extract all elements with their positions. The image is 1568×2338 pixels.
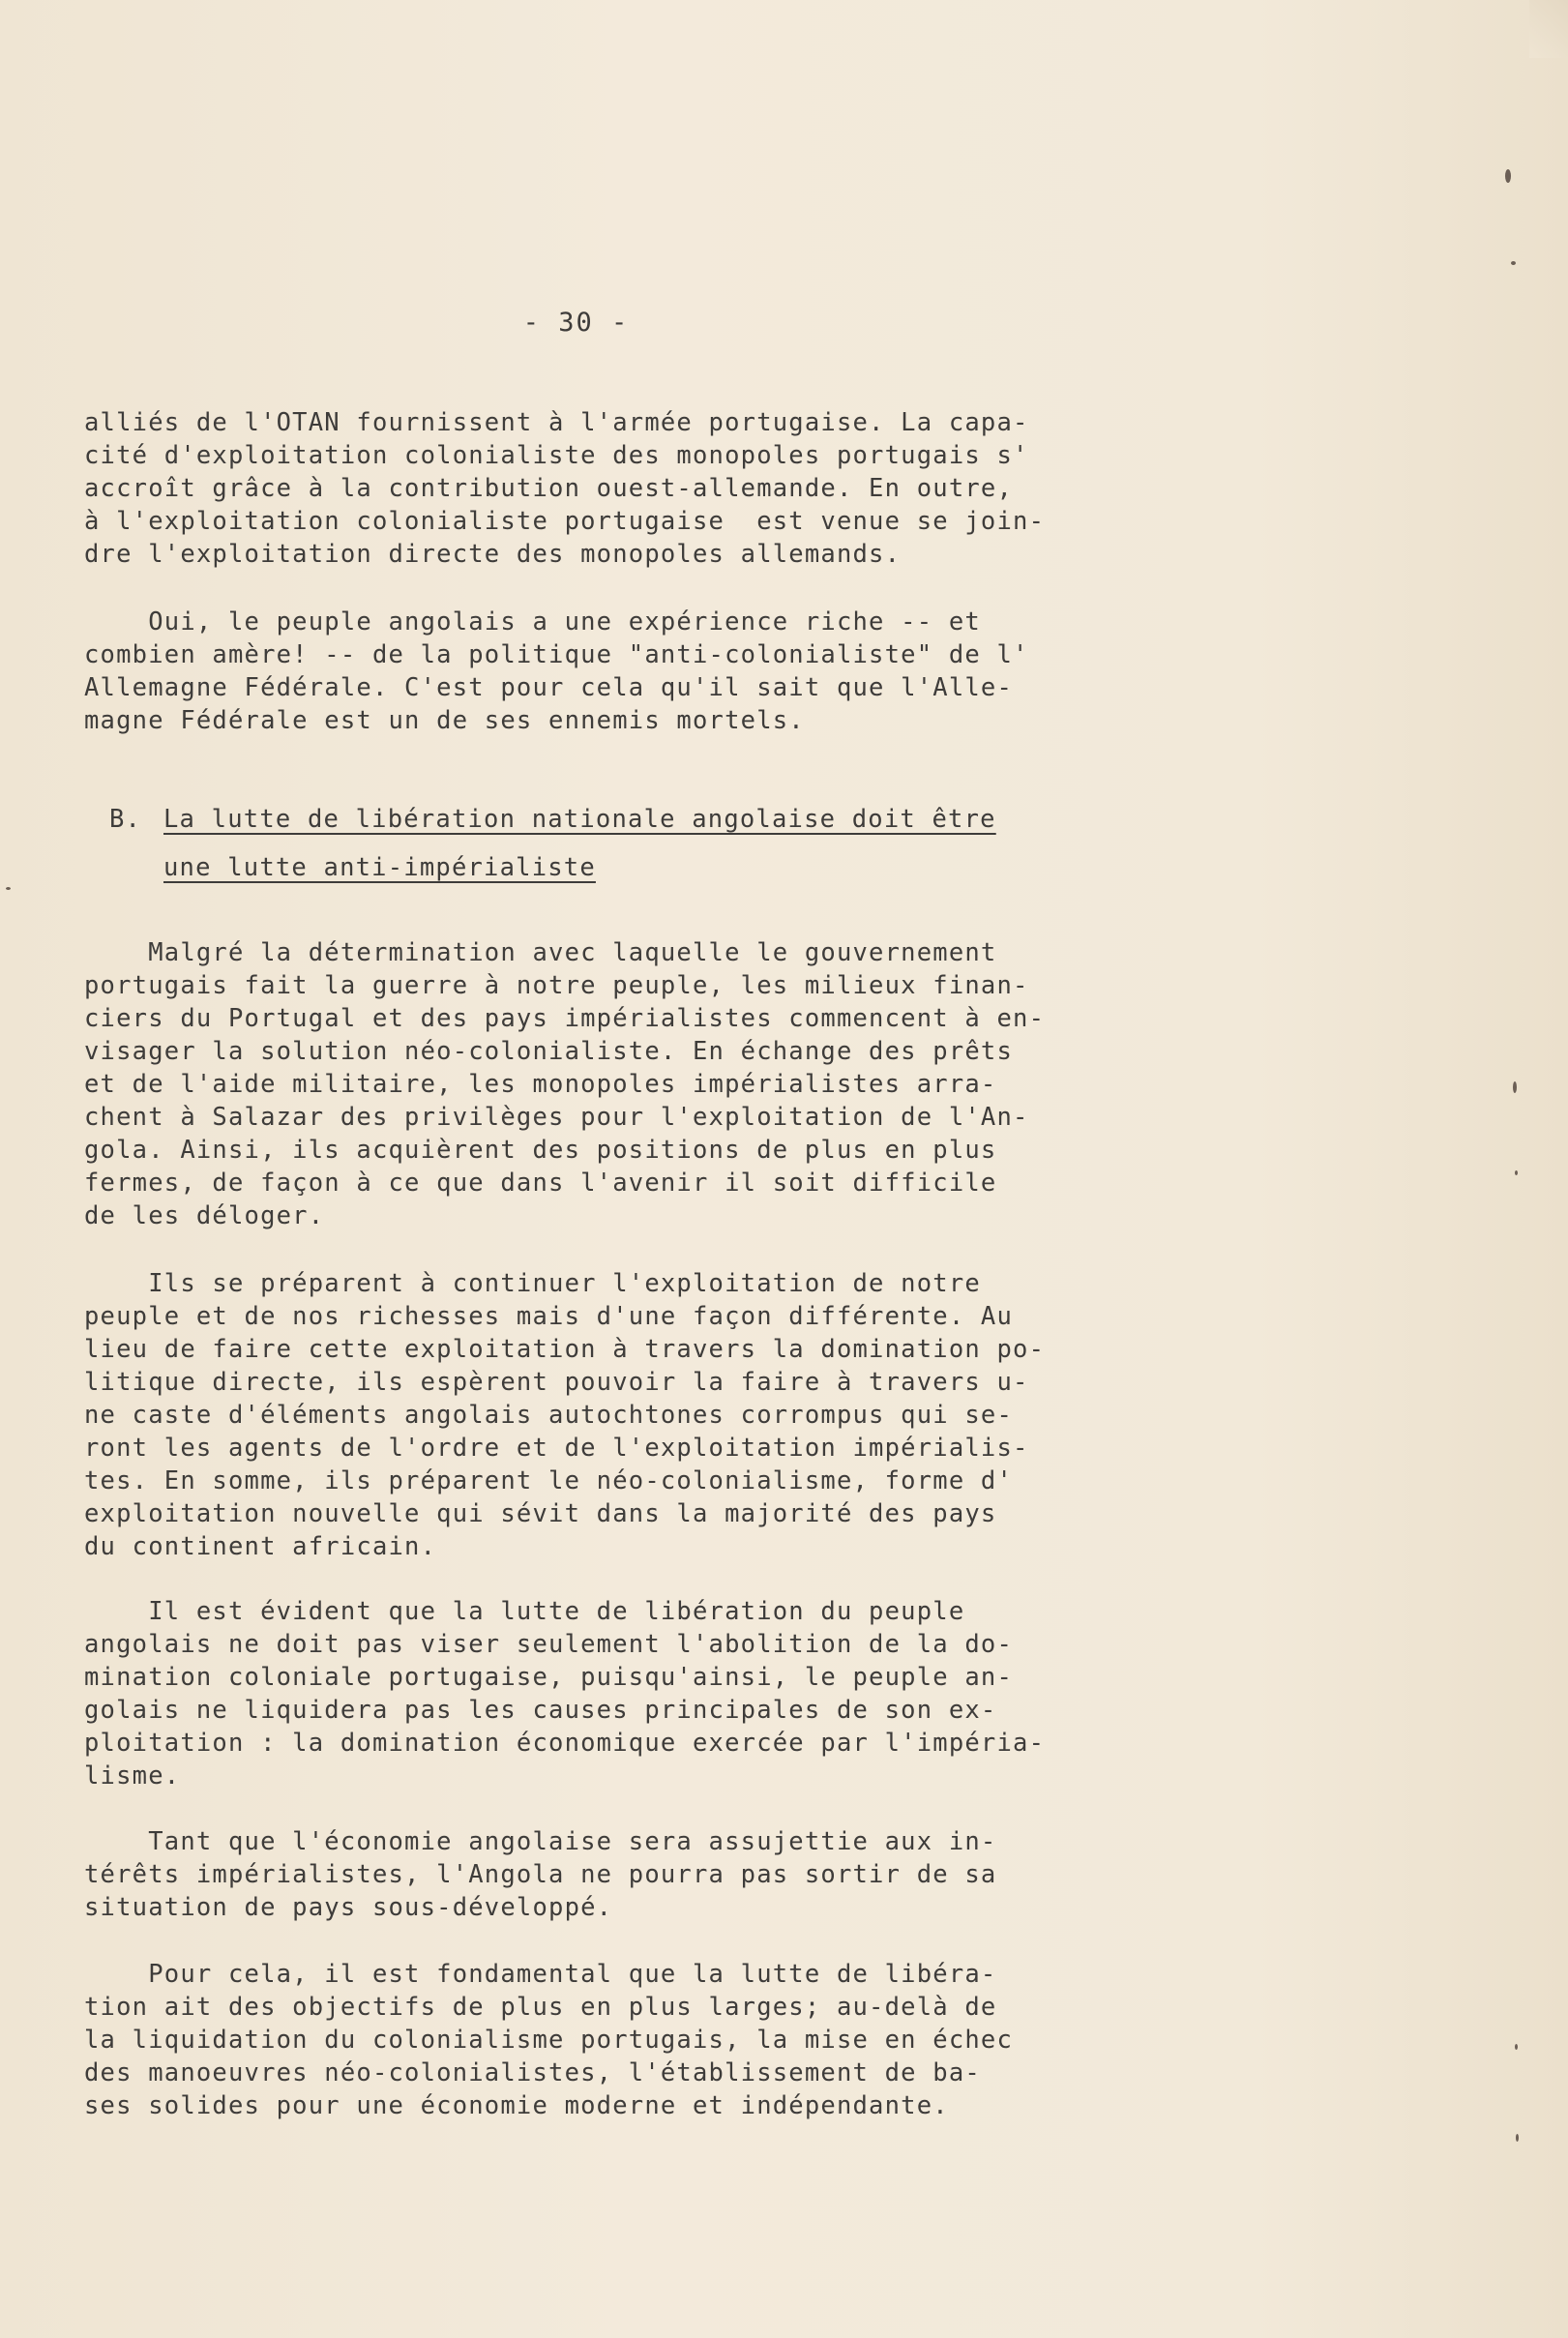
text-line: et de l'aide militaire, les monopoles impérialistes arra- bbox=[84, 1070, 997, 1099]
text-line: lisme. bbox=[84, 1761, 181, 1790]
page-edge-fold bbox=[1529, 0, 1568, 58]
text-line: portugais fait la guerre à notre peuple, les milieux finan- bbox=[84, 971, 1029, 1000]
page-number: - 30 - bbox=[522, 308, 630, 338]
paper-speck bbox=[1515, 2044, 1518, 2050]
text-line: golais ne liquidera pas les causes principales de son ex- bbox=[84, 1696, 997, 1725]
text-line: alliés de l'OTAN fournissent à l'armée portugaise. La capa- bbox=[84, 408, 1029, 437]
text-line: ront les agents de l'ordre et de l'exploitation impérialis- bbox=[84, 1434, 1029, 1463]
text-line: chent à Salazar des privilèges pour l'exploitation de l'An- bbox=[84, 1103, 1029, 1132]
section-heading-line-1: La lutte de libération nationale angolaise doit être bbox=[163, 805, 996, 834]
text-line: combien amère! -- de la politique "anti-colonialiste" de l' bbox=[84, 640, 1029, 669]
paper-speck bbox=[1513, 1081, 1517, 1093]
text-line: litique directe, ils espèrent pouvoir la faire à travers u- bbox=[84, 1368, 1029, 1397]
text-line: ciers du Portugal et des pays impérialistes commencent à en- bbox=[84, 1004, 1046, 1033]
text-line: tes. En somme, ils préparent le néo-colonialisme, forme d' bbox=[84, 1466, 1014, 1495]
text-line: Oui, le peuple angolais a une expérience riche -- et bbox=[84, 607, 981, 636]
paper-speck bbox=[1516, 2134, 1519, 2142]
paper-speck bbox=[1505, 169, 1511, 183]
text-line: lieu de faire cette exploitation à travers la domination po- bbox=[84, 1335, 1046, 1364]
text-line: Ils se préparent à continuer l'exploitation de notre bbox=[84, 1269, 981, 1298]
text-line: visager la solution néo-colonialiste. En échange des prêts bbox=[84, 1037, 1014, 1066]
text-line: Pour cela, il est fondamental que la lutte de libéra- bbox=[84, 1960, 997, 1989]
text-line: mination coloniale portugaise, puisqu'ainsi, le peuple an- bbox=[84, 1663, 1014, 1692]
text-line: térêts impérialistes, l'Angola ne pourra pas sortir de sa bbox=[84, 1860, 997, 1889]
text-line: Il est évident que la lutte de libération du peuple bbox=[84, 1597, 965, 1626]
text-line: de les déloger. bbox=[84, 1201, 325, 1230]
text-line: à l'exploitation colonialiste portugaise est venue se join- bbox=[84, 507, 1046, 536]
text-line: ploitation : la domination économique exercée par l'impéria- bbox=[84, 1729, 1046, 1758]
text-line: ses solides pour une économie moderne et indépendante. bbox=[84, 2091, 949, 2120]
text-line: gola. Ainsi, ils acquièrent des positions de plus en plus bbox=[84, 1136, 997, 1165]
section-heading-line-2: une lutte anti-impérialiste bbox=[163, 853, 596, 882]
text-line: fermes, de façon à ce que dans l'avenir il soit difficile bbox=[84, 1169, 997, 1198]
section-marker: B. bbox=[109, 805, 142, 834]
text-line: ne caste d'éléments angolais autochtones corrompus qui se- bbox=[84, 1401, 1014, 1430]
text-line: magne Fédérale est un de ses ennemis mortels. bbox=[84, 706, 805, 735]
paper-speck bbox=[1515, 1170, 1518, 1175]
text-line: tion ait des objectifs de plus en plus larges; au-delà de bbox=[84, 1993, 997, 2022]
text-line: peuple et de nos richesses mais d'une façon différente. Au bbox=[84, 1302, 1014, 1331]
text-line: Allemagne Fédérale. C'est pour cela qu'il sait que l'Alle- bbox=[84, 673, 1014, 702]
text-line: Malgré la détermination avec laquelle le gouvernement bbox=[84, 938, 997, 967]
text-line: accroît grâce à la contribution ouest-allemande. En outre, bbox=[84, 474, 1014, 503]
text-line: angolais ne doit pas viser seulement l'abolition de la do- bbox=[84, 1630, 1014, 1659]
text-line: cité d'exploitation colonialiste des monopoles portugais s' bbox=[84, 441, 1029, 470]
paper-speck bbox=[1511, 261, 1516, 265]
text-line: la liquidation du colonialisme portugais, la mise en échec bbox=[84, 2026, 1014, 2055]
text-line: situation de pays sous-développé. bbox=[84, 1893, 613, 1922]
text-line: dre l'exploitation directe des monopoles allemands. bbox=[84, 540, 902, 569]
text-line: des manoeuvres néo-colonialistes, l'établissement de ba- bbox=[84, 2058, 981, 2087]
text-line: exploitation nouvelle qui sévit dans la majorité des pays bbox=[84, 1499, 997, 1528]
text-line: du continent africain. bbox=[84, 1532, 437, 1561]
paper-speck bbox=[6, 887, 11, 890]
text-line: Tant que l'économie angolaise sera assujettie aux in- bbox=[84, 1827, 997, 1856]
